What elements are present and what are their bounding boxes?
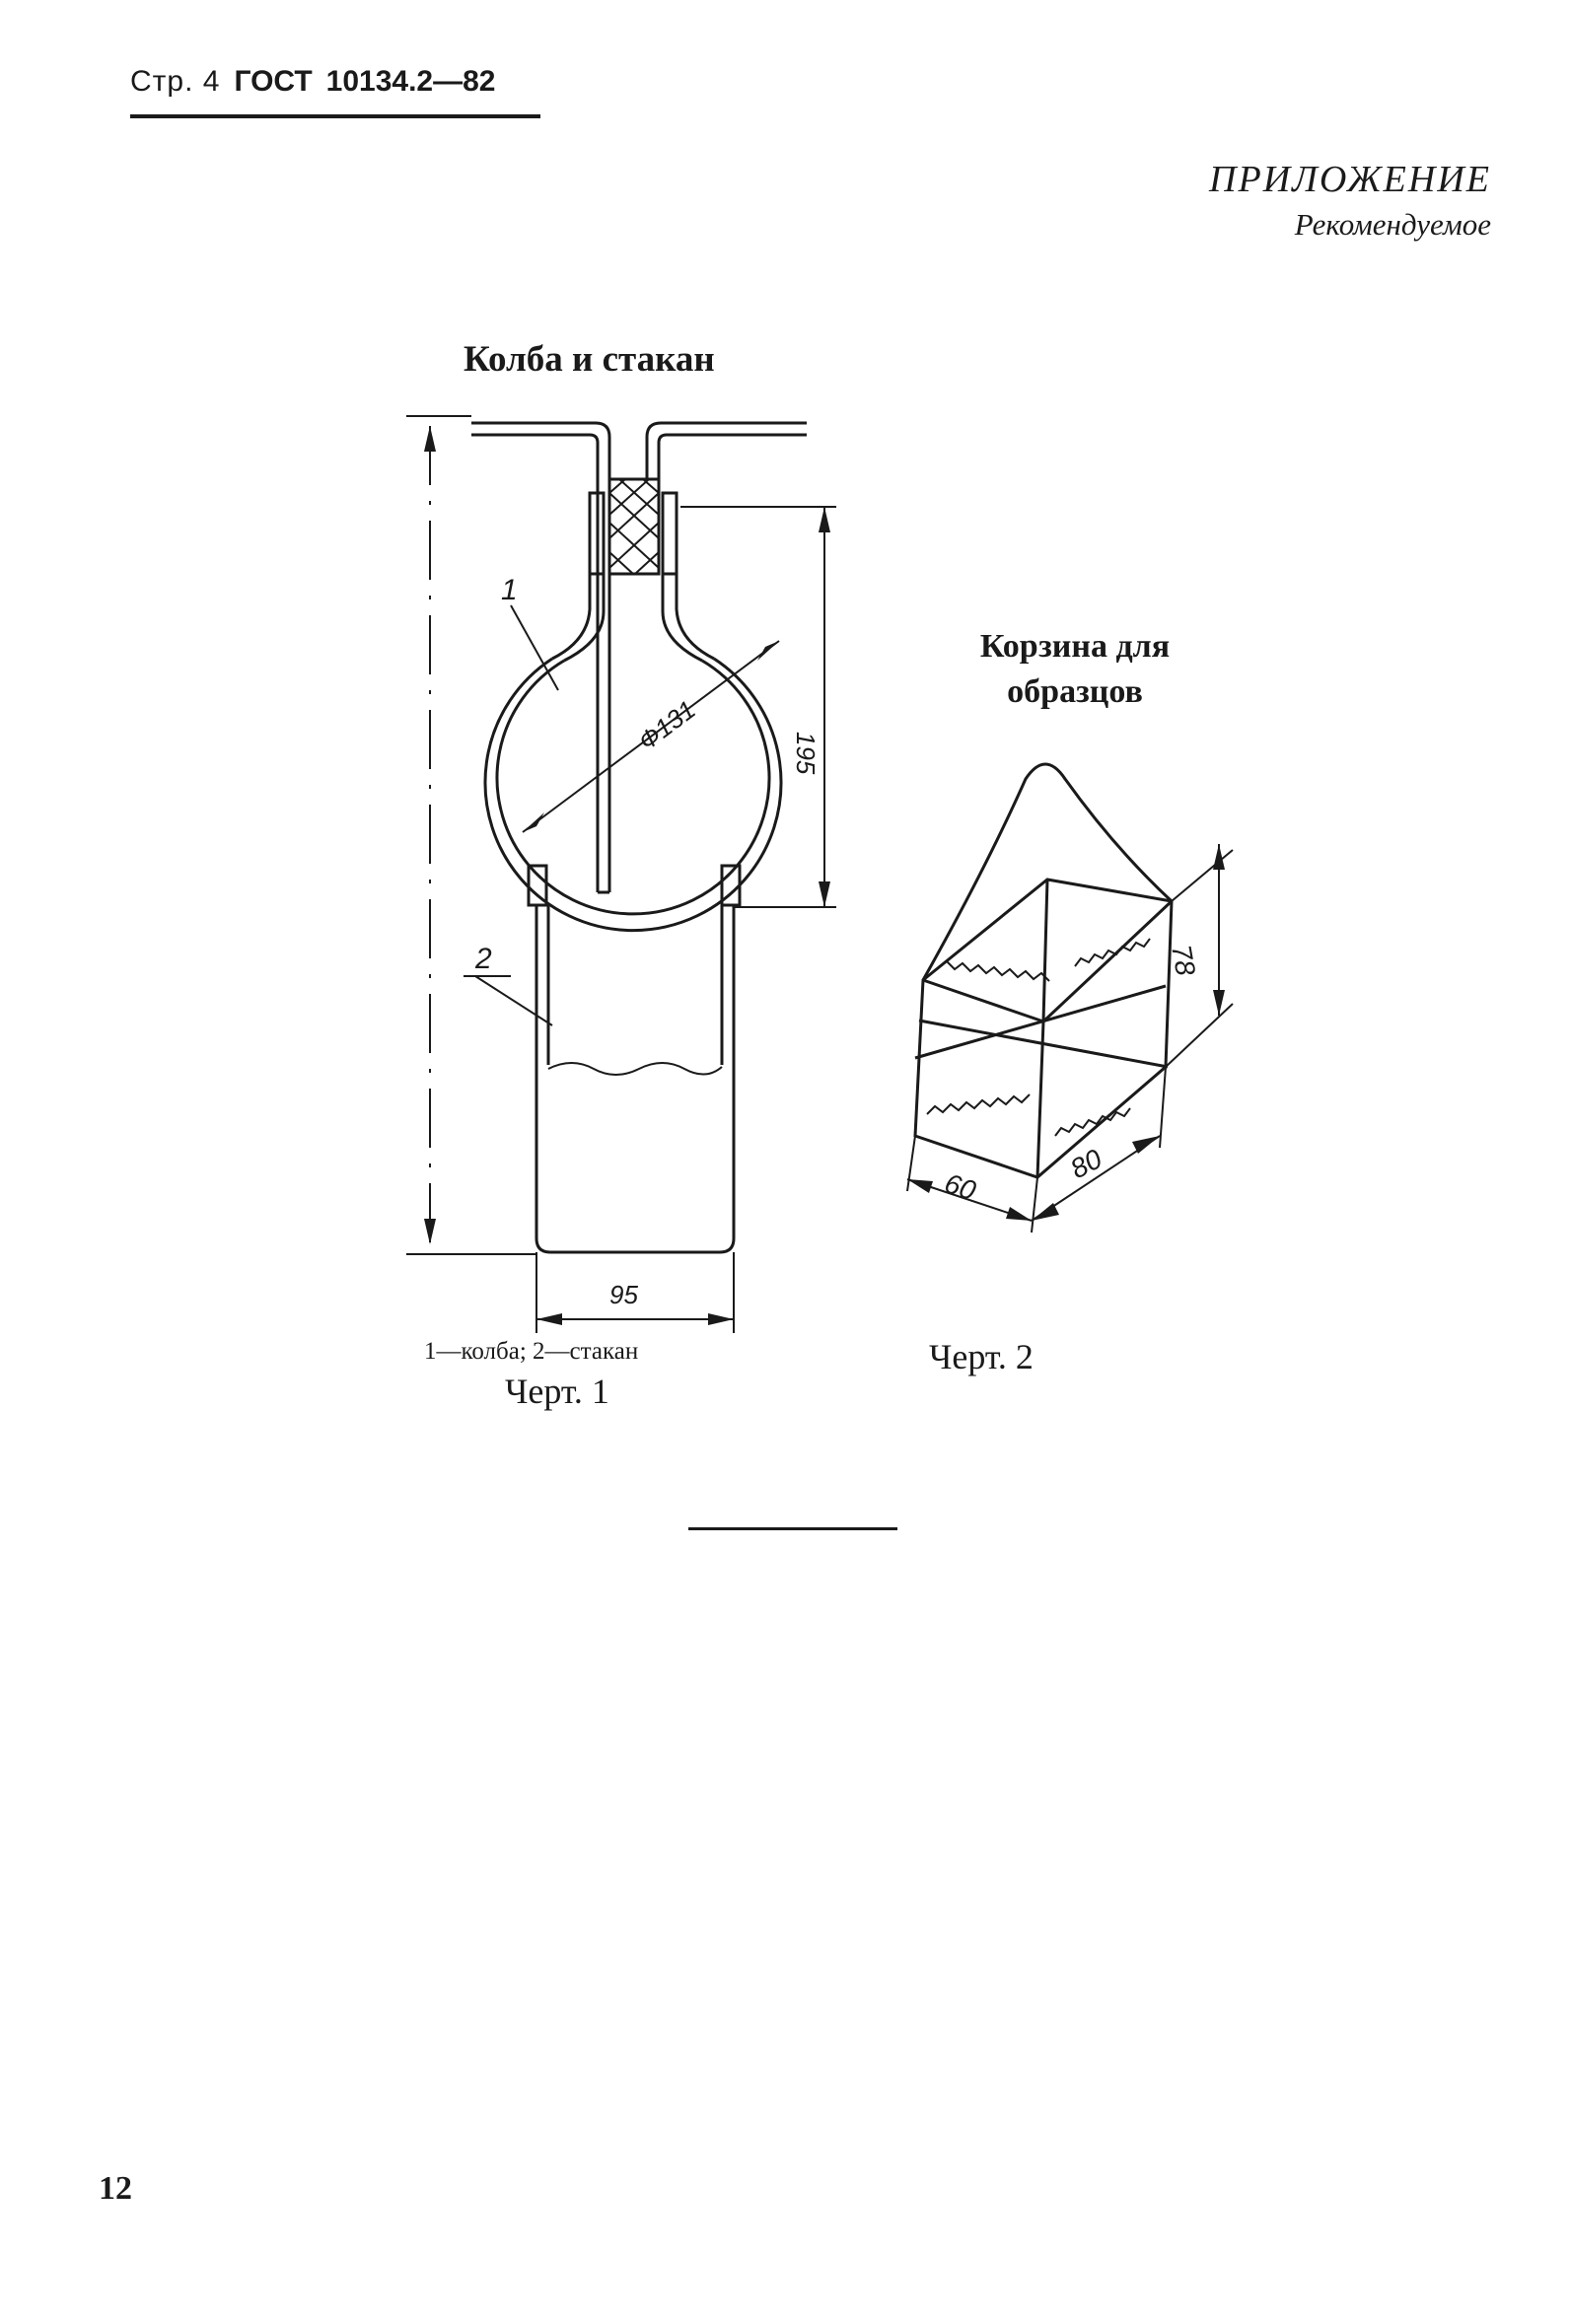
appendix-title: ПРИЛОЖЕНИЕ <box>1209 159 1491 200</box>
figure2-title: Корзина для образцов <box>979 628 1171 710</box>
beaker-number: 2 <box>475 943 492 975</box>
figure1-legend: 1—колба; 2—стакан <box>424 1338 639 1365</box>
page-label: Стр. 4 <box>130 65 221 98</box>
width-dimension: 95 <box>609 1280 638 1309</box>
basket-height: 78 <box>1166 942 1202 978</box>
standard-name: ГОСТ <box>234 65 313 98</box>
basket-depth: 60 <box>941 1167 980 1207</box>
page-number: 12 <box>99 2170 132 2207</box>
flask-drawing <box>471 423 807 931</box>
figure1-dimensions <box>406 416 836 1333</box>
section-separator <box>688 1527 897 1530</box>
appendix-subtitle: Рекомендуемое <box>1294 207 1491 242</box>
height-dimension: 195 <box>791 732 821 775</box>
basket-drawing <box>907 764 1233 1232</box>
basket-length: 80 <box>1065 1143 1107 1185</box>
figure1-title: Колба и стакан <box>464 339 715 380</box>
diameter-label: Ф131 <box>632 694 701 756</box>
figure2-caption: Черт. 2 <box>929 1337 1034 1376</box>
beaker-drawing <box>464 905 734 1252</box>
standard-number: 10134.2—82 <box>325 65 496 98</box>
figure1-caption: Черт. 1 <box>505 1372 609 1411</box>
flask-number: 1 <box>501 574 518 606</box>
